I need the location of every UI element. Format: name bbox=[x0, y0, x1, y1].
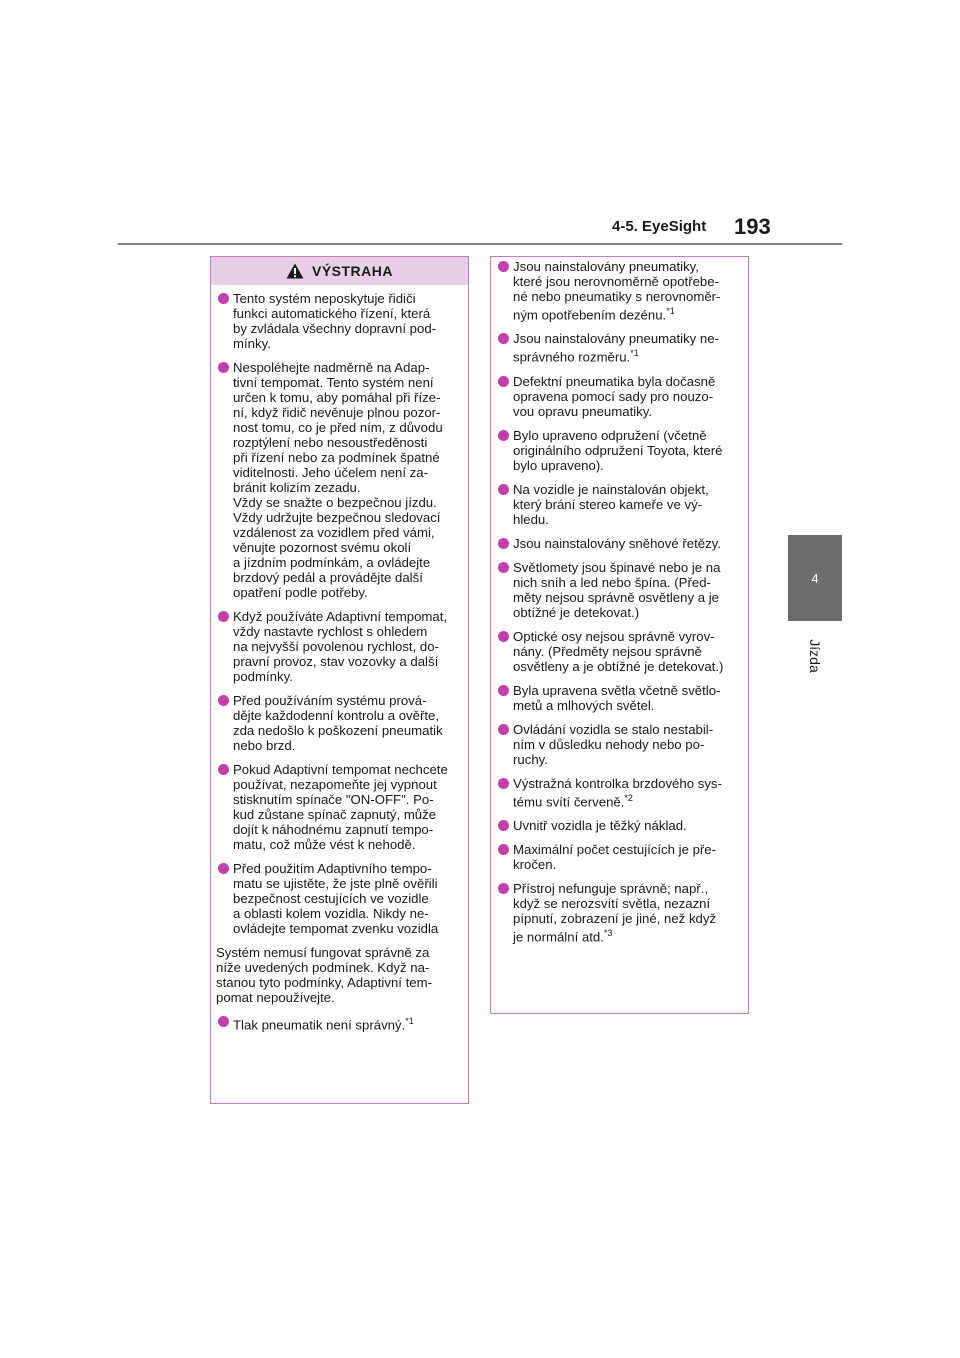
list-item bbox=[216, 1014, 459, 1032]
list-item bbox=[496, 536, 739, 551]
list-item bbox=[216, 609, 459, 684]
list-item bbox=[496, 842, 739, 872]
footnote-ref: *1 bbox=[630, 348, 639, 359]
conditions-intro: Systém nemusí fungovat správně za níže uvedených podmínek. Když na- stanou tyto podmínky, Adaptivní tem- pomat nepoužívejte. bbox=[216, 945, 432, 1005]
bullet-icon bbox=[498, 538, 509, 549]
list-item-text: Přístroj nefunguje správně; např., když se nerozsvítí světla, nezazní pípnutí, zobrazení je jiné, než když je normální atd. bbox=[513, 881, 717, 945]
bullet-icon bbox=[218, 863, 229, 874]
header-rule bbox=[118, 243, 842, 245]
conditions-box bbox=[490, 256, 749, 1014]
list-item bbox=[496, 818, 739, 833]
footnote-ref: *1 bbox=[405, 1016, 414, 1026]
bullet-icon bbox=[498, 430, 509, 441]
bullet-icon bbox=[498, 376, 509, 387]
list-item-text: Maximální počet cestujících je pře- kročen. bbox=[513, 842, 717, 873]
chapter-number: 4 bbox=[811, 570, 819, 586]
list-item-text: Nespoléhejte nadměrně na Adap- tivní tempomat. Tento systém není určen k tomu, aby pomáhal při říze- ní, když řidič nevěnuje plnou pozor- nost tomu, co je před ním, z důvodu rozptýlení nebo nesoustředěnosti při řízení nebo za podmínek špatné viditelnosti. Jeho účelem není za- bránit kolizím zezadu. Vždy se snažte o bezpečnou jízdu. Vždy udržujte bezpečnou sledovací vzdálenost za vozidlem před vámi, věnujte pozornost svému okolí a jízdním podmínkám, a ovládejte brzdový pedál a provádějte další opatření podle potřeby. bbox=[233, 360, 443, 600]
page-number: 193 bbox=[734, 214, 771, 239]
list-item bbox=[496, 428, 739, 473]
bullet-icon bbox=[498, 685, 509, 696]
list-item-text: Tlak pneumatik není správný. bbox=[233, 1017, 406, 1033]
list-item-text: Když používáte Adaptivní tempomat, vždy nastavte rychlost s ohledem na nejvyšší povolenou rychlost, do- pravní provoz, stav vozovky a další podmínky. bbox=[233, 609, 448, 684]
list-item-text: Výstražná kontrolka brzdového sys- tému svítí červeně. bbox=[513, 775, 722, 810]
list-item-text: Uvnitř vozidla je těžký náklad. bbox=[513, 818, 687, 834]
chapter-name bbox=[806, 626, 824, 686]
bullet-icon bbox=[218, 611, 229, 622]
list-item-text: Jsou nainstalovány pneumatiky ne- správného rozměru. bbox=[513, 331, 719, 365]
list-item-text: Světlomety jsou špinavé nebo je na nich sníh a led nebo špína. (Před- měty nejsou správně osvětleny a je obtížné je detekovat.) bbox=[513, 559, 721, 620]
bullet-icon bbox=[498, 562, 509, 573]
bullet-icon bbox=[498, 484, 509, 495]
list-item bbox=[496, 482, 739, 527]
list-item-text: Před používáním systému prová- děјte každodenní kontrolu a ověřte, zda nedošlo k poškození pneumatik nebo brzd. bbox=[233, 693, 443, 753]
list-item bbox=[496, 629, 739, 674]
list-item bbox=[496, 374, 739, 419]
bullet-icon bbox=[218, 362, 229, 373]
bullet-icon bbox=[498, 844, 509, 855]
footnote-ref: *1 bbox=[666, 306, 675, 316]
list-item bbox=[496, 881, 739, 944]
list-item-text: Defektní pneumatika byla dočasně opravena pomocí sady pro nouzo- vou opravu pneumatiky. bbox=[513, 373, 716, 419]
bullet-icon bbox=[498, 883, 509, 894]
footnote-ref: *3 bbox=[603, 928, 613, 939]
list-item bbox=[496, 331, 739, 364]
list-item-text: Optické osy nejsou správně vyrov- nány. (Předměty nejsou správně osvětleny a je obtížné je detekovat.) bbox=[513, 628, 724, 674]
warning-title: VÝSTRAHA bbox=[311, 263, 393, 279]
chapter-name-label: Jízda bbox=[807, 639, 823, 673]
list-item bbox=[216, 861, 459, 936]
bullet-icon bbox=[218, 695, 229, 706]
list-item bbox=[216, 360, 459, 600]
warning-box bbox=[210, 256, 469, 1104]
list-item-text: Bylo upraveno odpružení (včetně originálního odpružení Toyota, které bylo upraveno). bbox=[513, 427, 723, 473]
list-item-text: Byla upravena světla včetně světlo- metů a mlhových světel. bbox=[513, 682, 721, 713]
list-item bbox=[496, 722, 739, 767]
list-item-text: Před použitím Adaptivního tempo- matu se ujistěte, že jste plně ověřili bezpečnost cestujících ve vozidle a oblasti kolem vozidla. Nikdy ne- ovládejte tempomat zvenku vozidla bbox=[233, 861, 439, 936]
bullet-icon bbox=[218, 764, 229, 775]
bullet-icon bbox=[498, 333, 509, 344]
list-item bbox=[496, 776, 739, 809]
bullet-icon bbox=[498, 724, 509, 735]
warning-header bbox=[211, 257, 468, 285]
conditions-list bbox=[496, 259, 739, 945]
list-item bbox=[216, 291, 459, 351]
list-item-text: Na vozidle je nainstalován objekt, který brání stereo kameře ve vý- hledu. bbox=[513, 481, 709, 527]
chapter-tab[interactable] bbox=[788, 535, 842, 621]
bullet-icon bbox=[218, 1016, 229, 1027]
list-item bbox=[496, 683, 739, 713]
list-item bbox=[496, 259, 739, 322]
list-item bbox=[216, 762, 459, 852]
list-item bbox=[496, 560, 739, 620]
bullet-icon bbox=[218, 293, 229, 304]
section-title: 4-5. EyeSight bbox=[612, 218, 707, 235]
list-item-text: Jsou nainstalovány pneumatiky, které jsou nerovnoměrně opotřebe- né nebo pneumatiky s nerovnoměr- ným opotřebením dezénu. bbox=[513, 259, 721, 323]
bullet-icon bbox=[498, 820, 509, 831]
list-item-text: Ovládání vozidla se stalo nestabil- ním v důsledku nehody nebo po- ruchy. bbox=[513, 721, 714, 767]
list-item-text: Tento systém neposkytuje řidiči funkci automatického řízení, která by zvládala všechny dopravní pod- mínky. bbox=[233, 291, 437, 351]
warning-triangle-icon bbox=[286, 263, 304, 279]
bullet-icon bbox=[498, 778, 509, 789]
footnote-ref: *2 bbox=[624, 792, 633, 803]
list-item-text: Pokud Adaptivní tempomat nechcete používat, nezapomeňte jej vypnout stisknutím spínače "ON-OFF". Po- kud zůstane spínač zapnutý, může dojít k náhodnému zapnutí tempo- matu, což může vést k nehodě. bbox=[233, 762, 448, 852]
bullet-icon bbox=[498, 631, 509, 642]
list-item-text: Jsou nainstalovány sněhové řetězy. bbox=[513, 535, 721, 551]
bullet-icon bbox=[498, 261, 509, 272]
list-item bbox=[216, 693, 459, 753]
